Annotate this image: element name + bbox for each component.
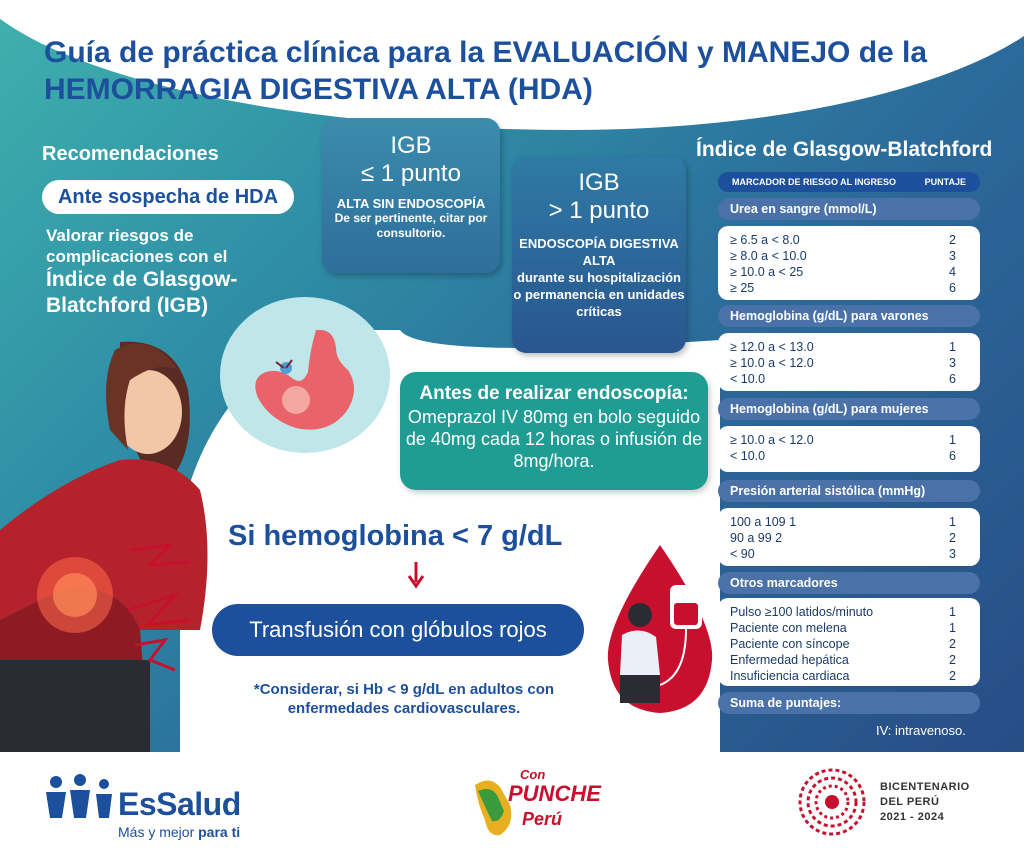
arrow-down-icon: [406, 562, 426, 590]
sum-of-scores: Suma de puntajes:: [718, 692, 980, 714]
glasgow-header-marker: MARCADOR DE RIESGO AL INGRESO: [732, 177, 897, 187]
section-hb-men-box: [718, 333, 980, 391]
table-row: 90 a 99 2 2: [730, 531, 956, 545]
section-other-box: [718, 598, 980, 686]
table-row: Paciente con síncope 2: [730, 637, 956, 651]
recommendations-text-small: Valorar riesgos de complicaciones con el: [46, 226, 228, 266]
page-title: Guía de práctica clínica para la EVALUACIÓN y MANEJO de la HEMORRAGIA DIGESTIVA ALTA (HDA): [44, 36, 928, 106]
section-hb-women-box: [718, 426, 980, 472]
igb-low-card: [322, 118, 500, 273]
igb-low-subtitle: ALTA SIN ENDOSCOPÍA: [336, 196, 486, 211]
table-row: ≥ 8.0 a < 10.0 3: [730, 249, 956, 263]
hemoglobin-rule: Si hemoglobina < 7 g/dL: [228, 520, 563, 552]
igb-high-detail: durante su hospitalización o permanencia en unidades críticas: [513, 270, 685, 319]
essalud-logo-icon: [44, 774, 116, 818]
glasgow-header-score: PUNTAJE: [924, 177, 966, 187]
table-row: < 10.0 6: [730, 449, 956, 463]
table-row: < 90 3: [730, 547, 956, 561]
table-row: Paciente con melena 1: [730, 621, 956, 635]
igb-high-subtitle: ENDOSCOPÍA DIGESTIVA ALTA: [519, 236, 679, 268]
consider-note: *Considerar, si Hb < 9 g/dL en adultos con enfermedades cardiovasculares.: [253, 681, 555, 717]
table-row: Enfermedad hepática 2: [730, 653, 956, 667]
section-urea: Urea en sangre (mmol/L): [718, 198, 980, 220]
recommendations-heading: Recomendaciones: [42, 143, 219, 165]
blood-transfusion-illustration: [600, 545, 720, 720]
igb-high-card: [512, 157, 686, 353]
table-row: ≥ 12.0 a < 13.0 1: [730, 340, 956, 354]
iv-footnote: IV: intravenoso.: [876, 723, 966, 738]
table-row: < 10.0 6: [730, 372, 956, 386]
omeprazole-body: Omeprazol IV 80mg en bolo seguido de 40mg cada 12 horas o infusión de 8mg/hora.: [405, 407, 703, 471]
con-punche-peru-logo: [470, 765, 600, 850]
igb-high-title-2: > 1 punto: [548, 197, 650, 224]
punche-word: PUNCHE: [508, 781, 601, 806]
table-row: ≥ 25 6: [730, 281, 956, 295]
bicentenario-text: BICENTENARIO DEL PERÚ 2021 - 2024: [880, 781, 970, 823]
section-systolic-box: [718, 508, 980, 566]
omeprazole-title: Antes de realizar endoscopía:: [419, 383, 689, 404]
glasgow-table-header: [718, 172, 980, 192]
section-other: Otros marcadores: [718, 572, 980, 594]
section-urea-box: [718, 226, 980, 300]
igb-low-title-1: IGB: [390, 132, 432, 159]
igb-low-detail: De ser pertinente, citar por consultorio.: [334, 211, 488, 240]
omeprazole-box: [400, 372, 708, 490]
pain-bolts: [120, 540, 200, 680]
bicentenario-emblem-icon: [796, 766, 868, 838]
glasgow-title: Índice de Glasgow-Blatchford: [696, 138, 993, 161]
punche-con: Con: [520, 767, 546, 782]
table-row: Pulso ≥100 latidos/minuto 1: [730, 605, 956, 619]
igb-high-title-1: IGB: [578, 169, 620, 196]
section-hb-women: Hemoglobina (g/dL) para mujeres: [718, 398, 980, 420]
table-row: ≥ 6.5 a < 8.0 2: [730, 233, 956, 247]
section-systolic: Presión arterial sistólica (mmHg): [718, 480, 980, 502]
table-row: Insuficiencia cardiaca 2: [730, 669, 956, 683]
section-hb-men: Hemoglobina (g/dL) para varones: [718, 305, 980, 327]
table-row: ≥ 10.0 a < 25 4: [730, 265, 956, 279]
recommendations-text: [46, 225, 276, 319]
transfusion-pill: Transfusión con glóbulos rojos: [212, 604, 584, 656]
table-row: 100 a 109 1 1: [730, 515, 956, 529]
igb-low-title-2: ≤ 1 punto: [361, 160, 461, 187]
essalud-name: EsSalud: [118, 786, 241, 822]
punche-peru: Perú: [522, 809, 563, 829]
table-row: ≥ 10.0 a < 12.0 3: [730, 356, 956, 370]
stomach-illustration: [236, 320, 376, 440]
hda-suspicion-pill: Ante sospecha de HDA: [42, 180, 294, 214]
recommendations-text-big: Índice de Glasgow-Blatchford (IGB): [46, 268, 238, 317]
table-row: ≥ 10.0 a < 12.0 1: [730, 433, 956, 447]
essalud-slogan: Más y mejor para ti: [118, 824, 241, 840]
